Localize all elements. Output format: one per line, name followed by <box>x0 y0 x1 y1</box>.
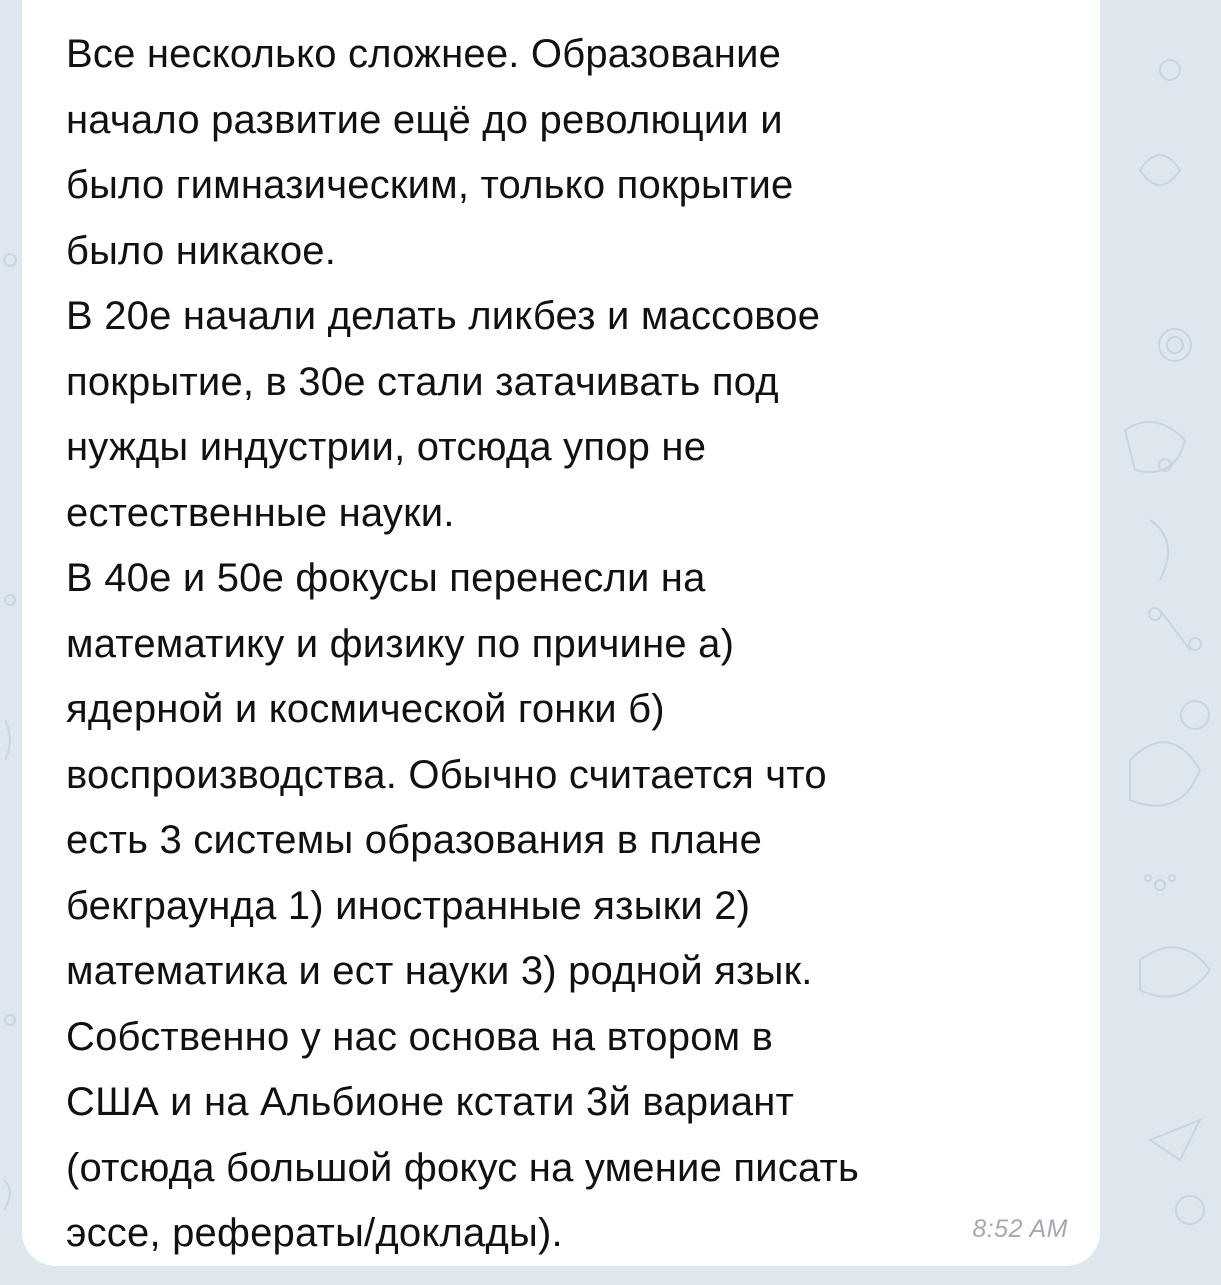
message-line: математика и ест науки 3) родной язык. <box>66 949 813 993</box>
message-timestamp: 8:52 AM <box>972 1215 1068 1243</box>
message-line: начало развитие ещё до революции и <box>66 97 783 142</box>
message-line: ядерной и космической гонки б) <box>66 687 665 731</box>
message-line: есть 3 системы образования в плане <box>66 818 763 862</box>
message-line: В 20е начали делать ликбез и массовое <box>66 294 821 338</box>
message-text <box>66 22 1076 1267</box>
message-line: математику и физику по причине а) <box>66 621 735 666</box>
message-line: было гимназическим, только покрытие <box>66 163 794 207</box>
message-line: естественные науки. <box>66 490 455 535</box>
message-line: бекграунда 1) иностранные языки 2) <box>66 883 751 928</box>
message-line: (отсюда большой фокус на умение писать <box>66 1145 860 1190</box>
message-line: Собственно у нас основа на втором в <box>66 1014 774 1059</box>
message-line: Все несколько сложнее. Образование <box>66 32 782 76</box>
message-line: эссе, рефераты/доклады). <box>66 1211 563 1255</box>
message-line: покрытие, в 30е стали затачивать под <box>66 359 779 404</box>
message-line: было никакое. <box>66 228 337 273</box>
message-bubble[interactable] <box>22 0 1100 1266</box>
message-line: воспроизводства. Обычно считается что <box>66 752 827 797</box>
message-line: США и на Альбионе кстати 3й вариант <box>66 1080 795 1124</box>
message-line: В 40е и 50е фокусы перенесли на <box>66 556 706 600</box>
message-line: нужды индустрии, отсюда упор не <box>66 425 707 469</box>
